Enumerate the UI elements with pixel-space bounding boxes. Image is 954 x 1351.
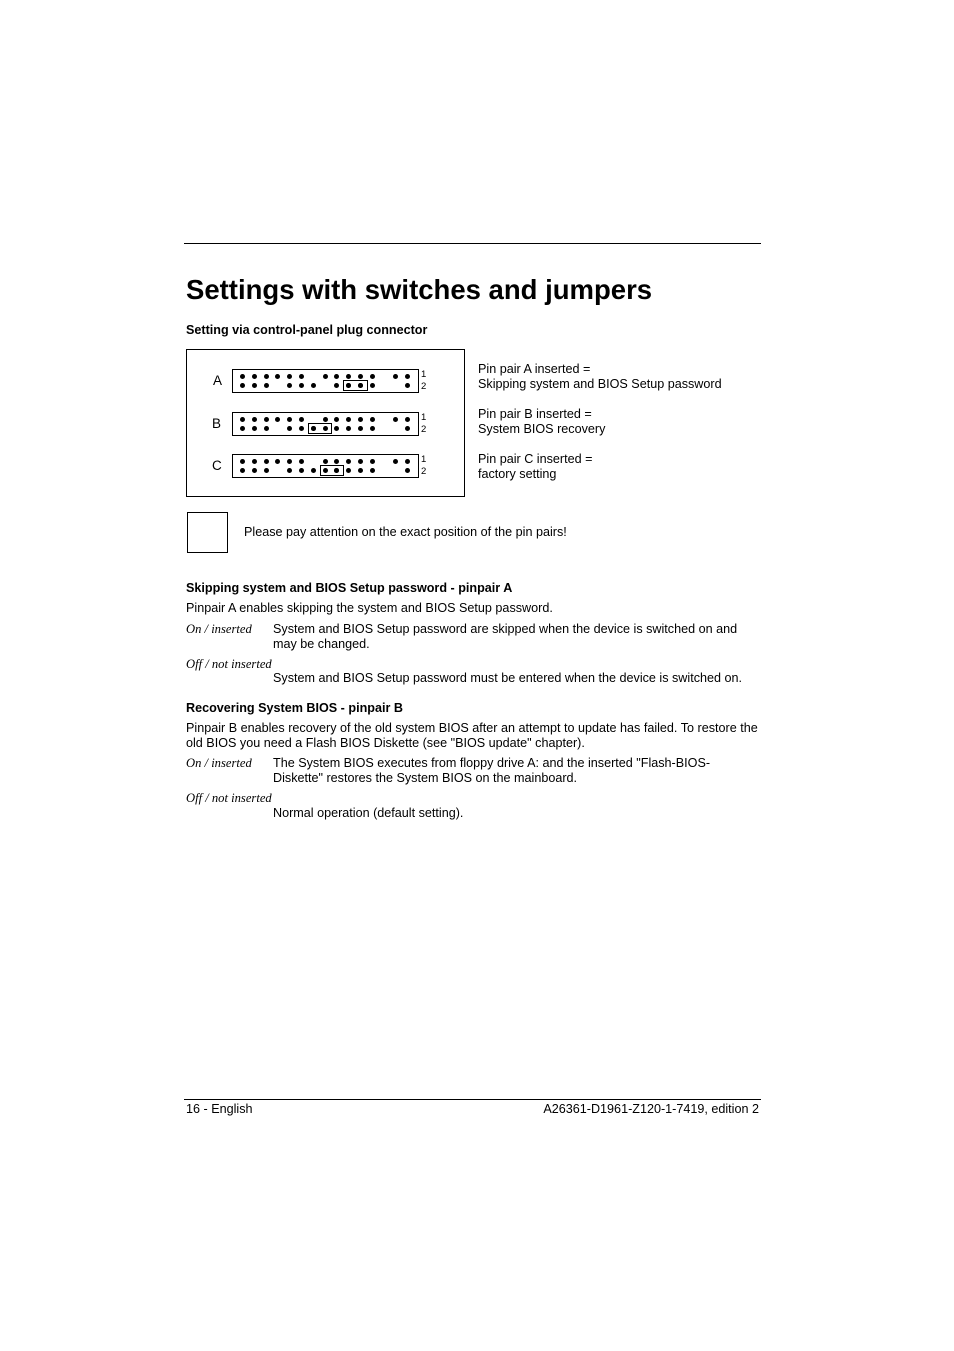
- connector-pin: [334, 374, 339, 379]
- connector-pin: [323, 426, 328, 431]
- connector-c: [232, 454, 419, 478]
- connector-pin: [334, 383, 339, 388]
- connector-pin: [299, 383, 304, 388]
- connector-pin: [252, 417, 257, 422]
- connector-pin: [240, 417, 245, 422]
- connector-pin: [405, 459, 410, 464]
- connector-pin: [287, 417, 292, 422]
- connector-b-letter: B: [212, 416, 222, 431]
- connector-a-letter: A: [213, 373, 223, 388]
- section-b-off-label: Off / not inserted: [186, 791, 272, 805]
- note-icon-box: [187, 512, 228, 553]
- connector-b: [232, 412, 419, 436]
- connector-pin: [358, 374, 363, 379]
- connector-pin: [346, 468, 351, 473]
- connector-pin: [358, 417, 363, 422]
- connector-pin: [370, 374, 375, 379]
- connector-pin: [299, 459, 304, 464]
- section-b-intro: Pinpair B enables recovery of the old system BIOS after an attempt to update has failed. To restore the old BIOS you need a Flash BIOS Diskette (see "BIOS update" chapter).: [186, 721, 758, 750]
- connector-pin: [393, 374, 398, 379]
- section-b-on-label: On / inserted: [186, 756, 252, 770]
- connector-pin: [299, 417, 304, 422]
- connector-b-pin2-label: 2: [421, 424, 427, 435]
- connector-pin: [334, 417, 339, 422]
- connector-pin: [346, 374, 351, 379]
- connector-pin: [275, 417, 280, 422]
- connector-pin: [358, 468, 363, 473]
- connector-pin: [393, 459, 398, 464]
- section-a-off-label: Off / not inserted: [186, 657, 272, 671]
- legend-a-line1: Pin pair A inserted =: [478, 362, 591, 376]
- connector-c-letter: C: [212, 458, 222, 473]
- connector-pin: [287, 459, 292, 464]
- section-a-on-label: On / inserted: [186, 622, 252, 636]
- connector-pin: [240, 459, 245, 464]
- connector-pin: [405, 374, 410, 379]
- connector-pin: [252, 374, 257, 379]
- note-text: Please pay attention on the exact position of the pin pairs!: [244, 525, 567, 539]
- connector-pin: [287, 383, 292, 388]
- connector-pin: [264, 374, 269, 379]
- legend-b: [478, 407, 605, 436]
- connector-c-pin1-label: 1: [421, 454, 427, 465]
- connector-pin: [323, 374, 328, 379]
- connector-pin: [264, 468, 269, 473]
- connector-pin: [299, 426, 304, 431]
- connector-pin: [240, 374, 245, 379]
- connector-pin: [311, 426, 316, 431]
- connector-pin: [252, 459, 257, 464]
- connector-pin: [311, 383, 316, 388]
- legend-a-line2: Skipping system and BIOS Setup password: [478, 376, 722, 391]
- connector-pin: [287, 426, 292, 431]
- connector-pin: [405, 468, 410, 473]
- connector-pin: [358, 383, 363, 388]
- connector-pin: [346, 417, 351, 422]
- legend-b-line2: System BIOS recovery: [478, 421, 606, 436]
- section-b-off-text: Normal operation (default setting).: [273, 806, 464, 820]
- connector-pin: [264, 383, 269, 388]
- connector-pin: [323, 468, 328, 473]
- connector-pin: [311, 468, 316, 473]
- connector-pin: [287, 468, 292, 473]
- connector-pin: [334, 459, 339, 464]
- connector-pin: [264, 426, 269, 431]
- connector-pin: [252, 426, 257, 431]
- connector-pin: [299, 374, 304, 379]
- legend-c-line1: Pin pair C inserted =: [478, 452, 593, 466]
- connector-pin: [405, 417, 410, 422]
- footer-rule: [184, 1099, 761, 1100]
- section-a-intro: Pinpair A enables skipping the system and BIOS Setup password.: [186, 601, 553, 615]
- section-a-on-text: System and BIOS Setup password are skipped when the device is switched on and may be changed.: [273, 622, 738, 651]
- section-a-off-text: System and BIOS Setup password must be entered when the device is switched on.: [273, 671, 743, 685]
- connector-pin: [275, 374, 280, 379]
- section-a-heading: Skipping system and BIOS Setup password - pinpair A: [186, 581, 513, 595]
- connector-pin: [393, 417, 398, 422]
- footer-page-number: 16 - English: [186, 1102, 253, 1116]
- connector-pin: [405, 383, 410, 388]
- connector-pin: [240, 426, 245, 431]
- connector-pin: [370, 417, 375, 422]
- legend-c: [478, 452, 592, 481]
- connector-pin: [275, 459, 280, 464]
- connector-pin: [323, 417, 328, 422]
- legend-c-line2: factory setting: [478, 466, 557, 481]
- header-rule: [184, 243, 761, 244]
- connector-a-pin1-label: 1: [421, 369, 427, 380]
- connector-pin: [370, 468, 375, 473]
- legend-a: [478, 362, 722, 391]
- connector-pin: [264, 459, 269, 464]
- section-b-heading: Recovering System BIOS - pinpair B: [186, 701, 403, 715]
- page-title: Settings with switches and jumpers: [186, 274, 653, 305]
- connector-pin: [370, 426, 375, 431]
- connector-pin: [358, 459, 363, 464]
- footer-document-id: A26361-D1961-Z120-1-7419, edition 2: [543, 1102, 759, 1116]
- legend-b-line1: Pin pair B inserted =: [478, 407, 592, 421]
- connector-pin: [240, 468, 245, 473]
- connector-pin: [334, 426, 339, 431]
- connector-pin: [323, 459, 328, 464]
- connector-pin: [346, 459, 351, 464]
- connector-pin: [252, 468, 257, 473]
- connector-pin: [252, 383, 257, 388]
- connector-a-pin2-label: 2: [421, 381, 427, 392]
- connector-pin: [358, 426, 363, 431]
- section-b-on-text: The System BIOS executes from floppy drive A: and the inserted "Flash-BIOS-Diskette" restores the System BIOS on the mainboard.: [273, 756, 711, 785]
- connector-pin: [287, 374, 292, 379]
- connector-pin: [370, 383, 375, 388]
- connector-pin: [370, 459, 375, 464]
- connector-pin: [240, 383, 245, 388]
- connector-pin: [405, 426, 410, 431]
- control-panel-heading: Setting via control-panel plug connector: [186, 323, 428, 337]
- connector-pin: [346, 426, 351, 431]
- connector-a: [232, 369, 419, 393]
- connector-c-pin2-label: 2: [421, 466, 427, 477]
- connector-pin: [264, 417, 269, 422]
- connector-pin: [299, 468, 304, 473]
- connector-b-pin1-label: 1: [421, 412, 427, 423]
